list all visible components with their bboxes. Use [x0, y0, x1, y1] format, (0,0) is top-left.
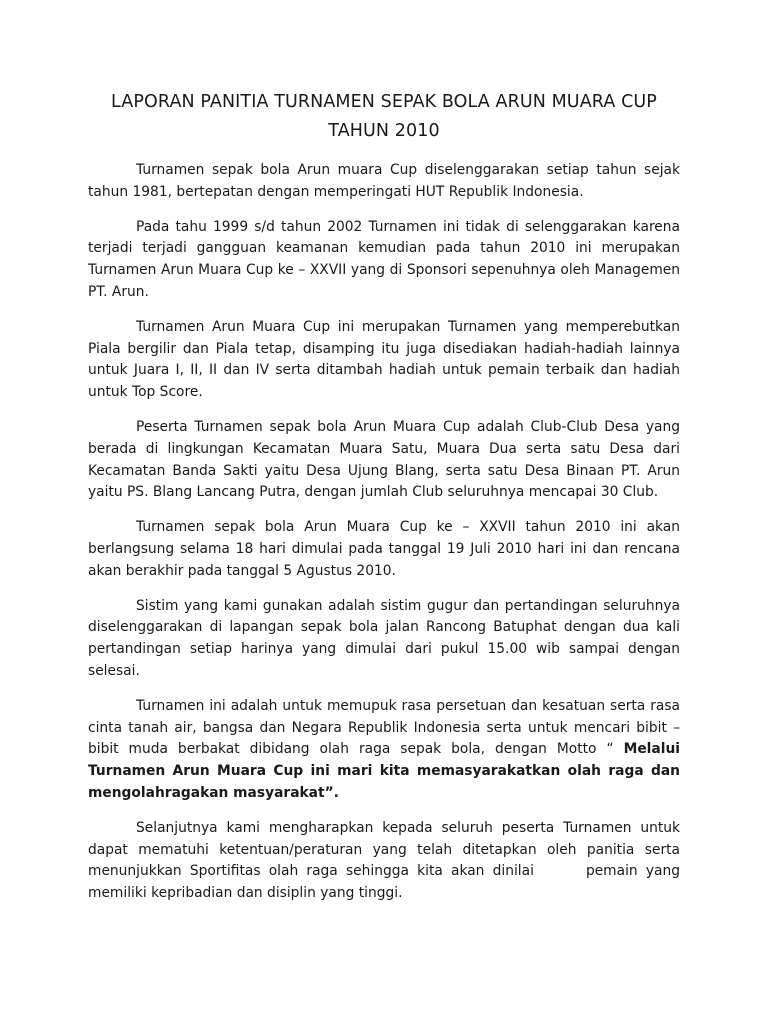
paragraph-4: Peserta Turnamen sepak bola Arun Muara Cup adalah Club-Club Desa yang berada di lingkungan Kecamatan Muara Satu, Muara Dua serta satu Desa dari Kecamatan Banda Sakti yaitu Desa Ujung Blang, serta satu Desa Binaan PT. Arun yaitu PS. Blang Lancang Putra, dengan jumlah Club seluruhnya mencapai 30 Club. [88, 418, 680, 501]
motto-text: Melalui Turnamen Arun Muara Cup ini mari kita memasyarakatkan olah raga dan mengolahragakan masyarakat”. [88, 741, 681, 801]
paragraph-5: Turnamen sepak bola Arun Muara Cup ke – XXVII tahun 2010 ini akan berlangsung selama 18 hari dimulai pada tanggal 19 Juli 2010 hari ini dan rencana akan berakhir pada tanggal 5 Agustus 2010. [88, 519, 680, 579]
paragraph-6: Sistim yang kami gunakan adalah sistim gugur dan pertandingan seluruhnya diselenggarakan di lapangan sepak bola jalan Rancong Batuphat dengan dua kali pertandingan setiap harinya yang dimulai dari pukul 15.00 wib sampai dengan selesai. [88, 597, 680, 679]
paragraph-7-text: Turnamen ini adalah untuk memupuk rasa persetuan dan kesatuan serta rasa cinta tanah air, bangsa dan Negara Republik Indonesia serta untuk mencari bibit – bibit muda berbakat dibidang olah raga sepak bola, dengan Motto “ [88, 697, 680, 758]
paragraph-8-text-start: Selanjutnya kami mengharapkan kepada seluruh peserta Turnamen untuk dapat mematuhi ketentuan/peraturan yang telah ditetapkan oleh panitia serta menunjukkan Sportifitas olah raga sehingga kita akan dinilai [88, 819, 680, 880]
document-title [88, 88, 680, 146]
paragraph-8-text-end: pemain yang memiliki kepribadian dan disiplin yang tinggi. [88, 863, 680, 902]
paragraph-2: Pada tahu 1999 s/d tahun 2002 Turnamen ini tidak di selenggarakan karena terjadi terjadi gangguan keamanan kemudian pada tahun 2010 ini merupakan Turnamen Arun Muara Cup ke – XXVII yang di Sponsori sepenuhnya oleh Managemen PT. Arun. [88, 218, 680, 300]
title-line-2: TAHUN 2010 [328, 121, 440, 141]
paragraph-7 [88, 696, 680, 805]
title-line-1: LAPORAN PANITIA TURNAMEN SEPAK BOLA ARUN MUARA CUP [111, 92, 657, 112]
paragraph-3: Turnamen Arun Muara Cup ini merupakan Turnamen yang memperebutkan Piala bergilir dan Piala tetap, disamping itu juga disediakan hadiah-hadiah lainnya untuk Juara I, II, II dan IV serta ditambah hadiah untuk pemain terbaik dan hadiah untuk Top Score. [88, 318, 680, 401]
paragraph-8 [88, 818, 680, 905]
paragraph-1: Turnamen sepak bola Arun muara Cup diselenggarakan setiap tahun sejak tahun 1981, bertepatan dengan memperingati HUT Republik Indonesia. [88, 162, 680, 200]
document-page [88, 88, 680, 918]
